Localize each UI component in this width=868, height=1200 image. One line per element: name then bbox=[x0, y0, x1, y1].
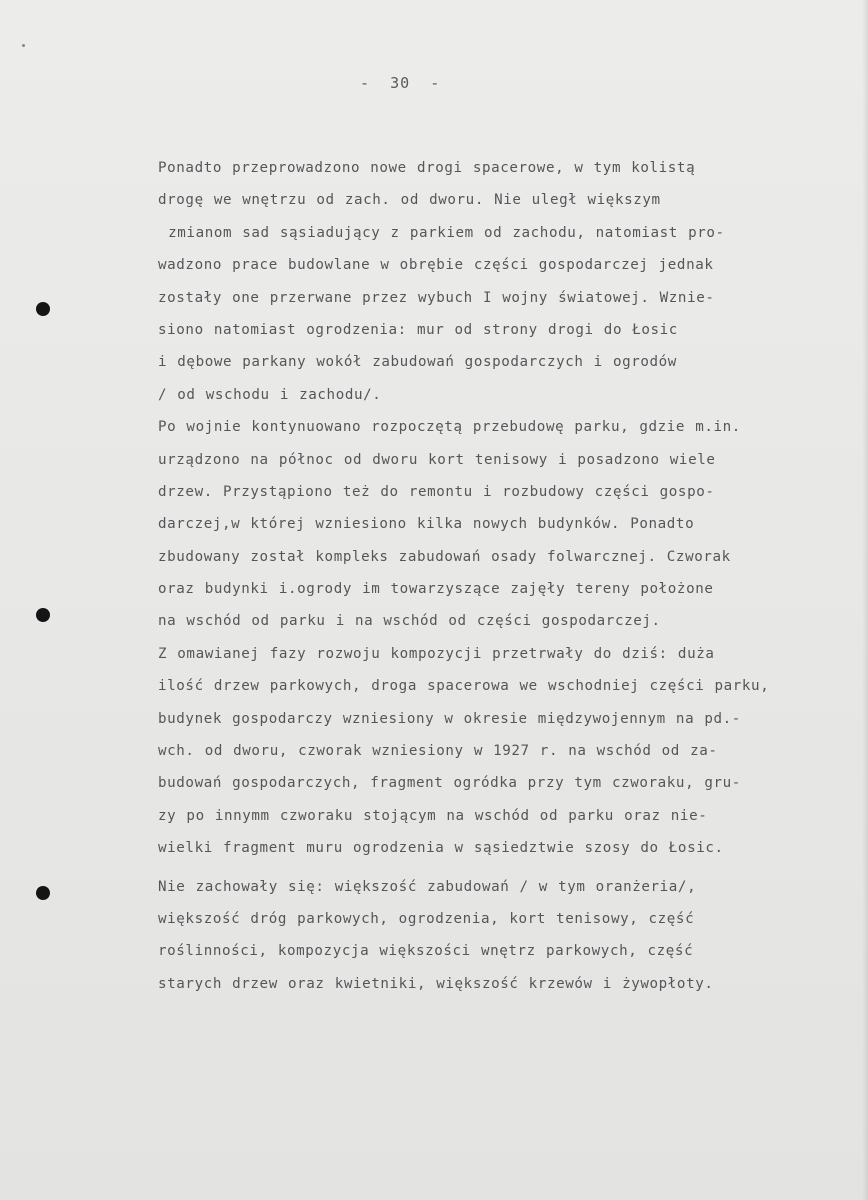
page-edge-shadow bbox=[862, 0, 868, 1200]
page-number: - 30 - bbox=[360, 74, 441, 92]
text-line: ilość drzew parkowych, droga spacerowa we wschodniej części parku, bbox=[158, 678, 770, 695]
text-line: wielki fragment muru ogrodzenia w sąsiedztwie szosy do Łosic. bbox=[158, 840, 724, 857]
paper-speck bbox=[22, 44, 25, 47]
text-line: Ponadto przeprowadzono nowe drogi spacerowe, w tym kolistą bbox=[158, 160, 696, 176]
text-line: zmianom sad sąsiadujący z parkiem od zachodu, natomiast pro- bbox=[158, 224, 725, 241]
document-body bbox=[158, 152, 858, 1000]
text-line: Z omawianej fazy rozwoju kompozycji przetrwały do dziś: duża bbox=[158, 645, 715, 662]
text-line: darczej,w której wzniesiono kilka nowych budynków. Ponadto bbox=[158, 516, 695, 533]
punch-hole bbox=[36, 886, 50, 900]
text-line: siono natomiast ogrodzenia: mur od strony drogi do Łosic bbox=[158, 321, 678, 338]
text-line: zy po innymm czworaku stojącym na wschód od parku oraz nie- bbox=[158, 807, 708, 824]
paragraph bbox=[158, 411, 858, 638]
punch-hole bbox=[36, 608, 50, 622]
text-line: roślinności, kompozycja większości wnętrz parkowych, część bbox=[158, 943, 694, 960]
text-line: drogę we wnętrzu od zach. od dworu. Nie uległ większym bbox=[158, 192, 661, 209]
text-line: wch. od dworu, czworak wzniesiony w 1927 r. na wschód od za- bbox=[158, 743, 718, 760]
text-line: wadzono prace budowlane w obrębie części gospodarczej jednak bbox=[158, 257, 714, 274]
text-line: urządzono na północ od dworu kort tenisowy i posadzono wiele bbox=[158, 451, 716, 468]
text-line: Po wojnie kontynuowano rozpoczętą przebudowę parku, gdzie m.in. bbox=[158, 419, 741, 436]
text-line: / od wschodu i zachodu/. bbox=[158, 386, 382, 403]
text-line: Nie zachowały się: większość zabudowań / w tym oranżeria/, bbox=[158, 878, 697, 895]
text-line: budowań gospodarczych, fragment ogródka przy tym czworaku, gru- bbox=[158, 775, 741, 792]
text-line: budynek gospodarczy wzniesiony w okresie międzywojennym na pd.- bbox=[158, 710, 741, 727]
text-line: i dębowe parkany wokół zabudowań gospodarczych i ogrodów bbox=[158, 354, 677, 371]
text-line: starych drzew oraz kwietniki, większość krzewów i żywopłoty. bbox=[158, 975, 714, 992]
text-line: drzew. Przystąpiono też do remontu i rozbudowy części gospo- bbox=[158, 483, 715, 500]
paragraph bbox=[158, 152, 858, 411]
punch-hole bbox=[36, 302, 50, 316]
text-line: oraz budynki i.ogrody im towarzyszące zajęły tereny położone bbox=[158, 581, 714, 598]
paragraph bbox=[158, 871, 858, 1001]
text-line: większość dróg parkowych, ogrodzenia, kort tenisowy, część bbox=[158, 910, 695, 927]
paragraph bbox=[158, 638, 858, 865]
text-line: zostały one przerwane przez wybuch I wojny światowej. Wznie- bbox=[158, 289, 715, 306]
text-line: na wschód od parku i na wschód od części gospodarczej. bbox=[158, 613, 661, 630]
text-line: zbudowany został kompleks zabudowań osady folwarcznej. Czworak bbox=[158, 548, 731, 565]
